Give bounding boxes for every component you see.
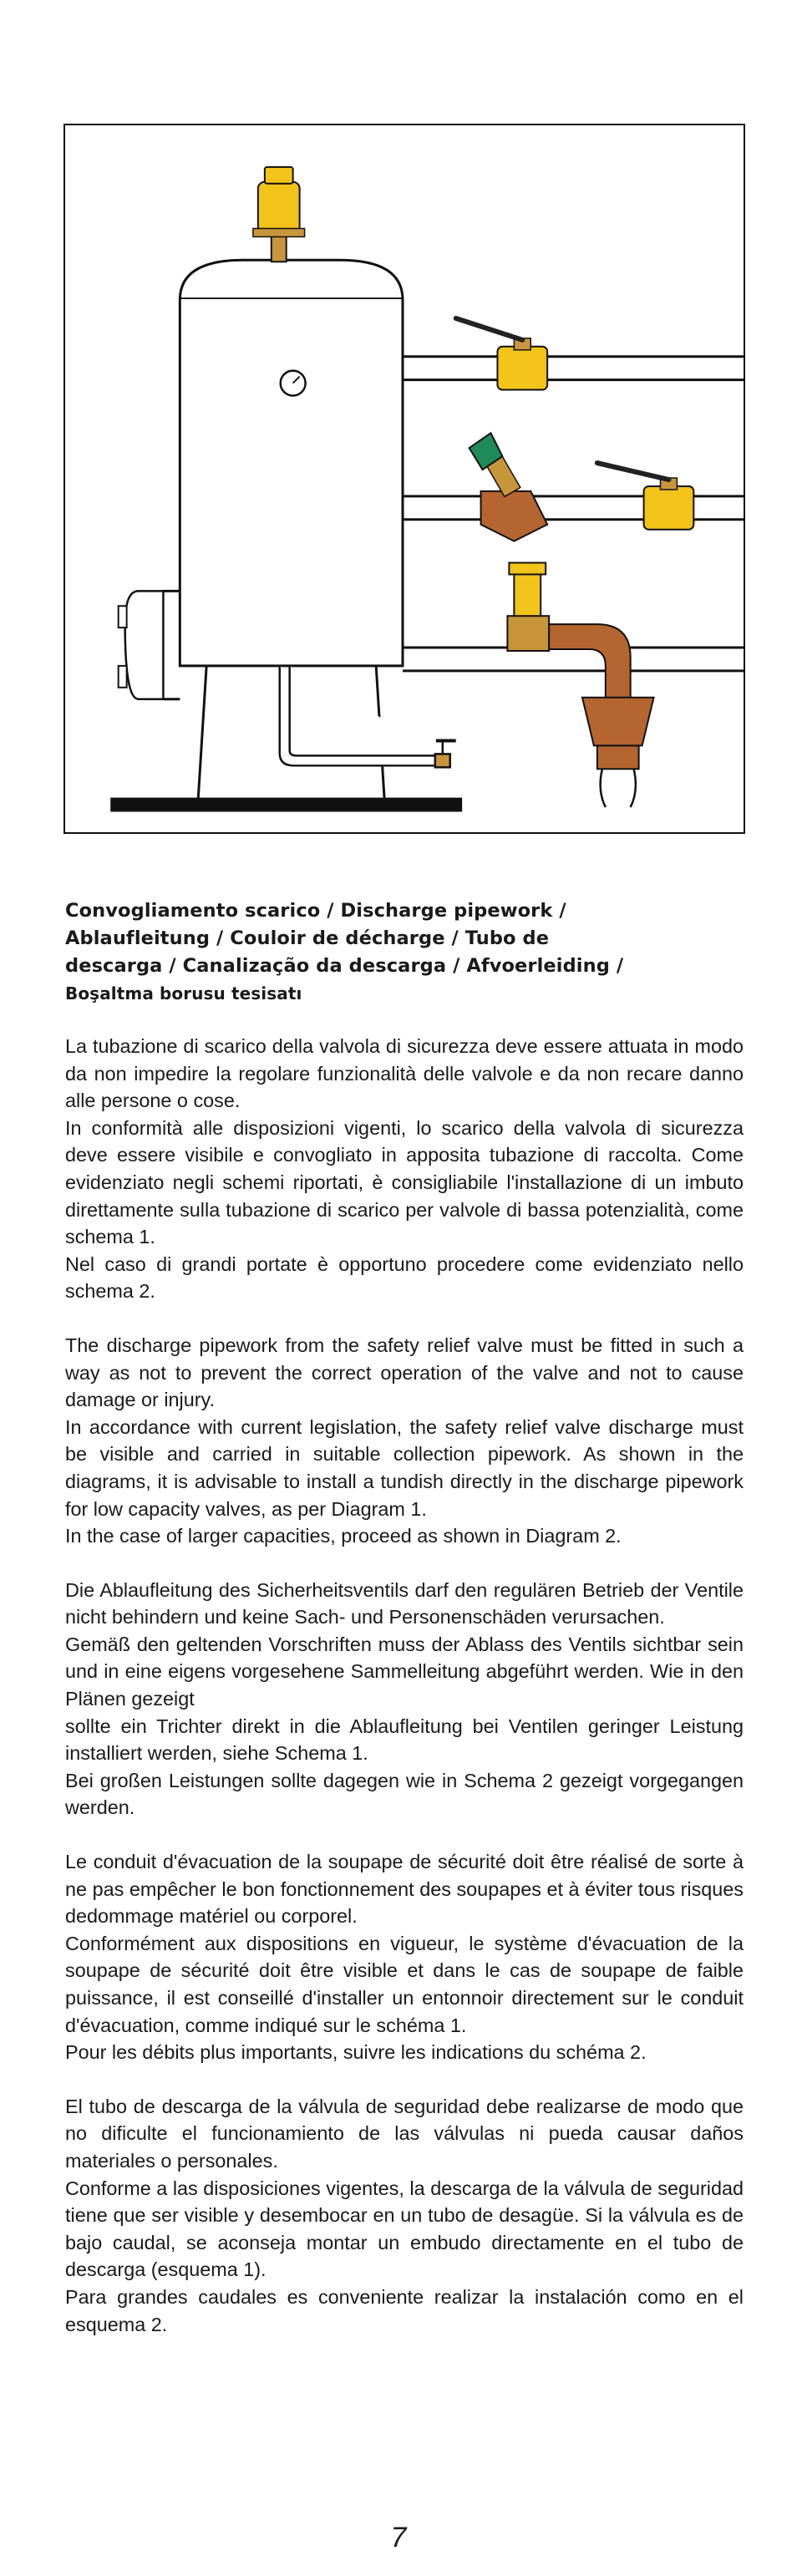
paragraph-line: La tubazione di scarico della valvola di sicurezza deve essere attuata in modo da non impedire la regolare funzionalità delle valvole e da non recare danno alle persone o cose. [65, 1035, 744, 1112]
paragraph-line: Conforme a las disposiciones vigentes, la descarga de la válvula de seguridad tiene que ser visible y desembocar en un tubo de desagüe. Si la válvula es de bajo caudal, se aconseja montar un embudo directamente en el tubo de descarga (esquema 1). [65, 2177, 744, 2281]
pressure-gauge-icon [281, 371, 306, 396]
english-paragraph [65, 1332, 744, 1550]
paragraph-line: sollte ein Trichter direkt in die Ablaufleitung bei Ventilen geringer Leistung installiert werden, siehe Schema 1. [65, 1715, 744, 1765]
italian-paragraph [65, 1033, 744, 1305]
paragraph-line: El tubo de descarga de la válvula de seguridad debe realizarse de modo que no dificulte el funcionamiento de las válvulas ni pueda causar daños materiales o personales. [65, 2095, 744, 2172]
paragraph-line: Die Ablaufleitung des Sicherheitsventils darf den regulären Betrieb der Ventile nicht behindern und keine Sach- und Personenschäden verursachen. [65, 1578, 744, 1628]
paragraph-line: Gemäß den geltenden Vorschriften muss der Ablass des Ventils sichtbar sein und in eine eigens vorgesehene Sammelleitung abgeführt werden. Wie in den Plänen gezeigt [65, 1633, 744, 1710]
section-heading [65, 897, 744, 1008]
paragraph-line: In conformità alle disposizioni vigenti, lo scarico della valvola di sicurezza deve essere visibile e convogliato in apposita tubazione di raccolta. Come evidenziato negli schemi riportati, è consigliabile l'installazione di un imbuto direttamente sulla tubazione di scarico per valvole di bassa potenzialità, come schema 1. [65, 1116, 744, 1248]
heading-line: descarga / Canalização da descarga / Afvoerleiding / [65, 955, 624, 977]
air-vent-valve-icon [253, 167, 305, 262]
paragraph-line: Para grandes caudales es conveniente realizar la instalación como en el esquema 2. [65, 2285, 744, 2335]
heading-line: Convogliamento scarico / Discharge pipework / [65, 900, 566, 922]
paragraph-line: The discharge pipework from the safety relief valve must be fitted in such a way as not to prevent the correct operation of the valve and not to cause damage or injury. [65, 1334, 744, 1411]
paragraph-line: Nel caso di grandi portate è opportuno procedere come evidenziato nello schema 2. [65, 1252, 744, 1303]
tundish-icon [582, 698, 654, 807]
paragraph-line: Pour les débits plus importants, suivre les indications du schéma 2. [65, 2041, 647, 2064]
paragraph-line: Bei großen Leistungen sollte dagegen wie in Schema 2 gezeigt vorgegangen werden. [65, 1769, 744, 1819]
page-number: 7 [390, 2522, 407, 2553]
heading-line: Ablaufleitung / Couloir de décharge / Tubo de [65, 927, 550, 949]
document-body [65, 897, 744, 2365]
green-handle-valve-icon [470, 433, 548, 541]
french-paragraph [65, 1848, 744, 2066]
paragraph-line: In accordance with current legislation, the safety relief valve discharge must be visible and carried in suitable collection pipework. As shown in the diagrams, it is advisable to install a tundish directly in the discharge pipework for low capacity valves, as per Diagram 1. [65, 1415, 744, 1520]
heading-line: Boşaltma borusu tesisatı [65, 983, 302, 1003]
spanish-paragraph [65, 2093, 744, 2338]
paragraph-line: Le conduit d'évacuation de la soupape de sécurité doit être réalisé de sorte à ne pas empêcher le bon fonctionnement des soupapes et à éviter tous risques dedommage matériel ou corporel. [65, 1851, 744, 1928]
german-paragraph [65, 1577, 744, 1821]
paragraph-line: In the case of larger capacities, proceed as shown in Diagram 2. [65, 1525, 622, 1547]
tank-vessel [119, 260, 403, 699]
safety-valve-icon [507, 563, 630, 699]
installation-diagram [63, 124, 745, 834]
paragraph-line: Conformément aux dispositions en vigueur, le système d'évacuation de la soupape de sécurité doit être visible et dans le cas de soupape de faible puissance, il est conseillé d'installer un entonnoir directement sur le conduit d'évacuation, comme indiqué sur le schéma 1. [65, 1932, 744, 2036]
drain-pipe [280, 666, 456, 767]
